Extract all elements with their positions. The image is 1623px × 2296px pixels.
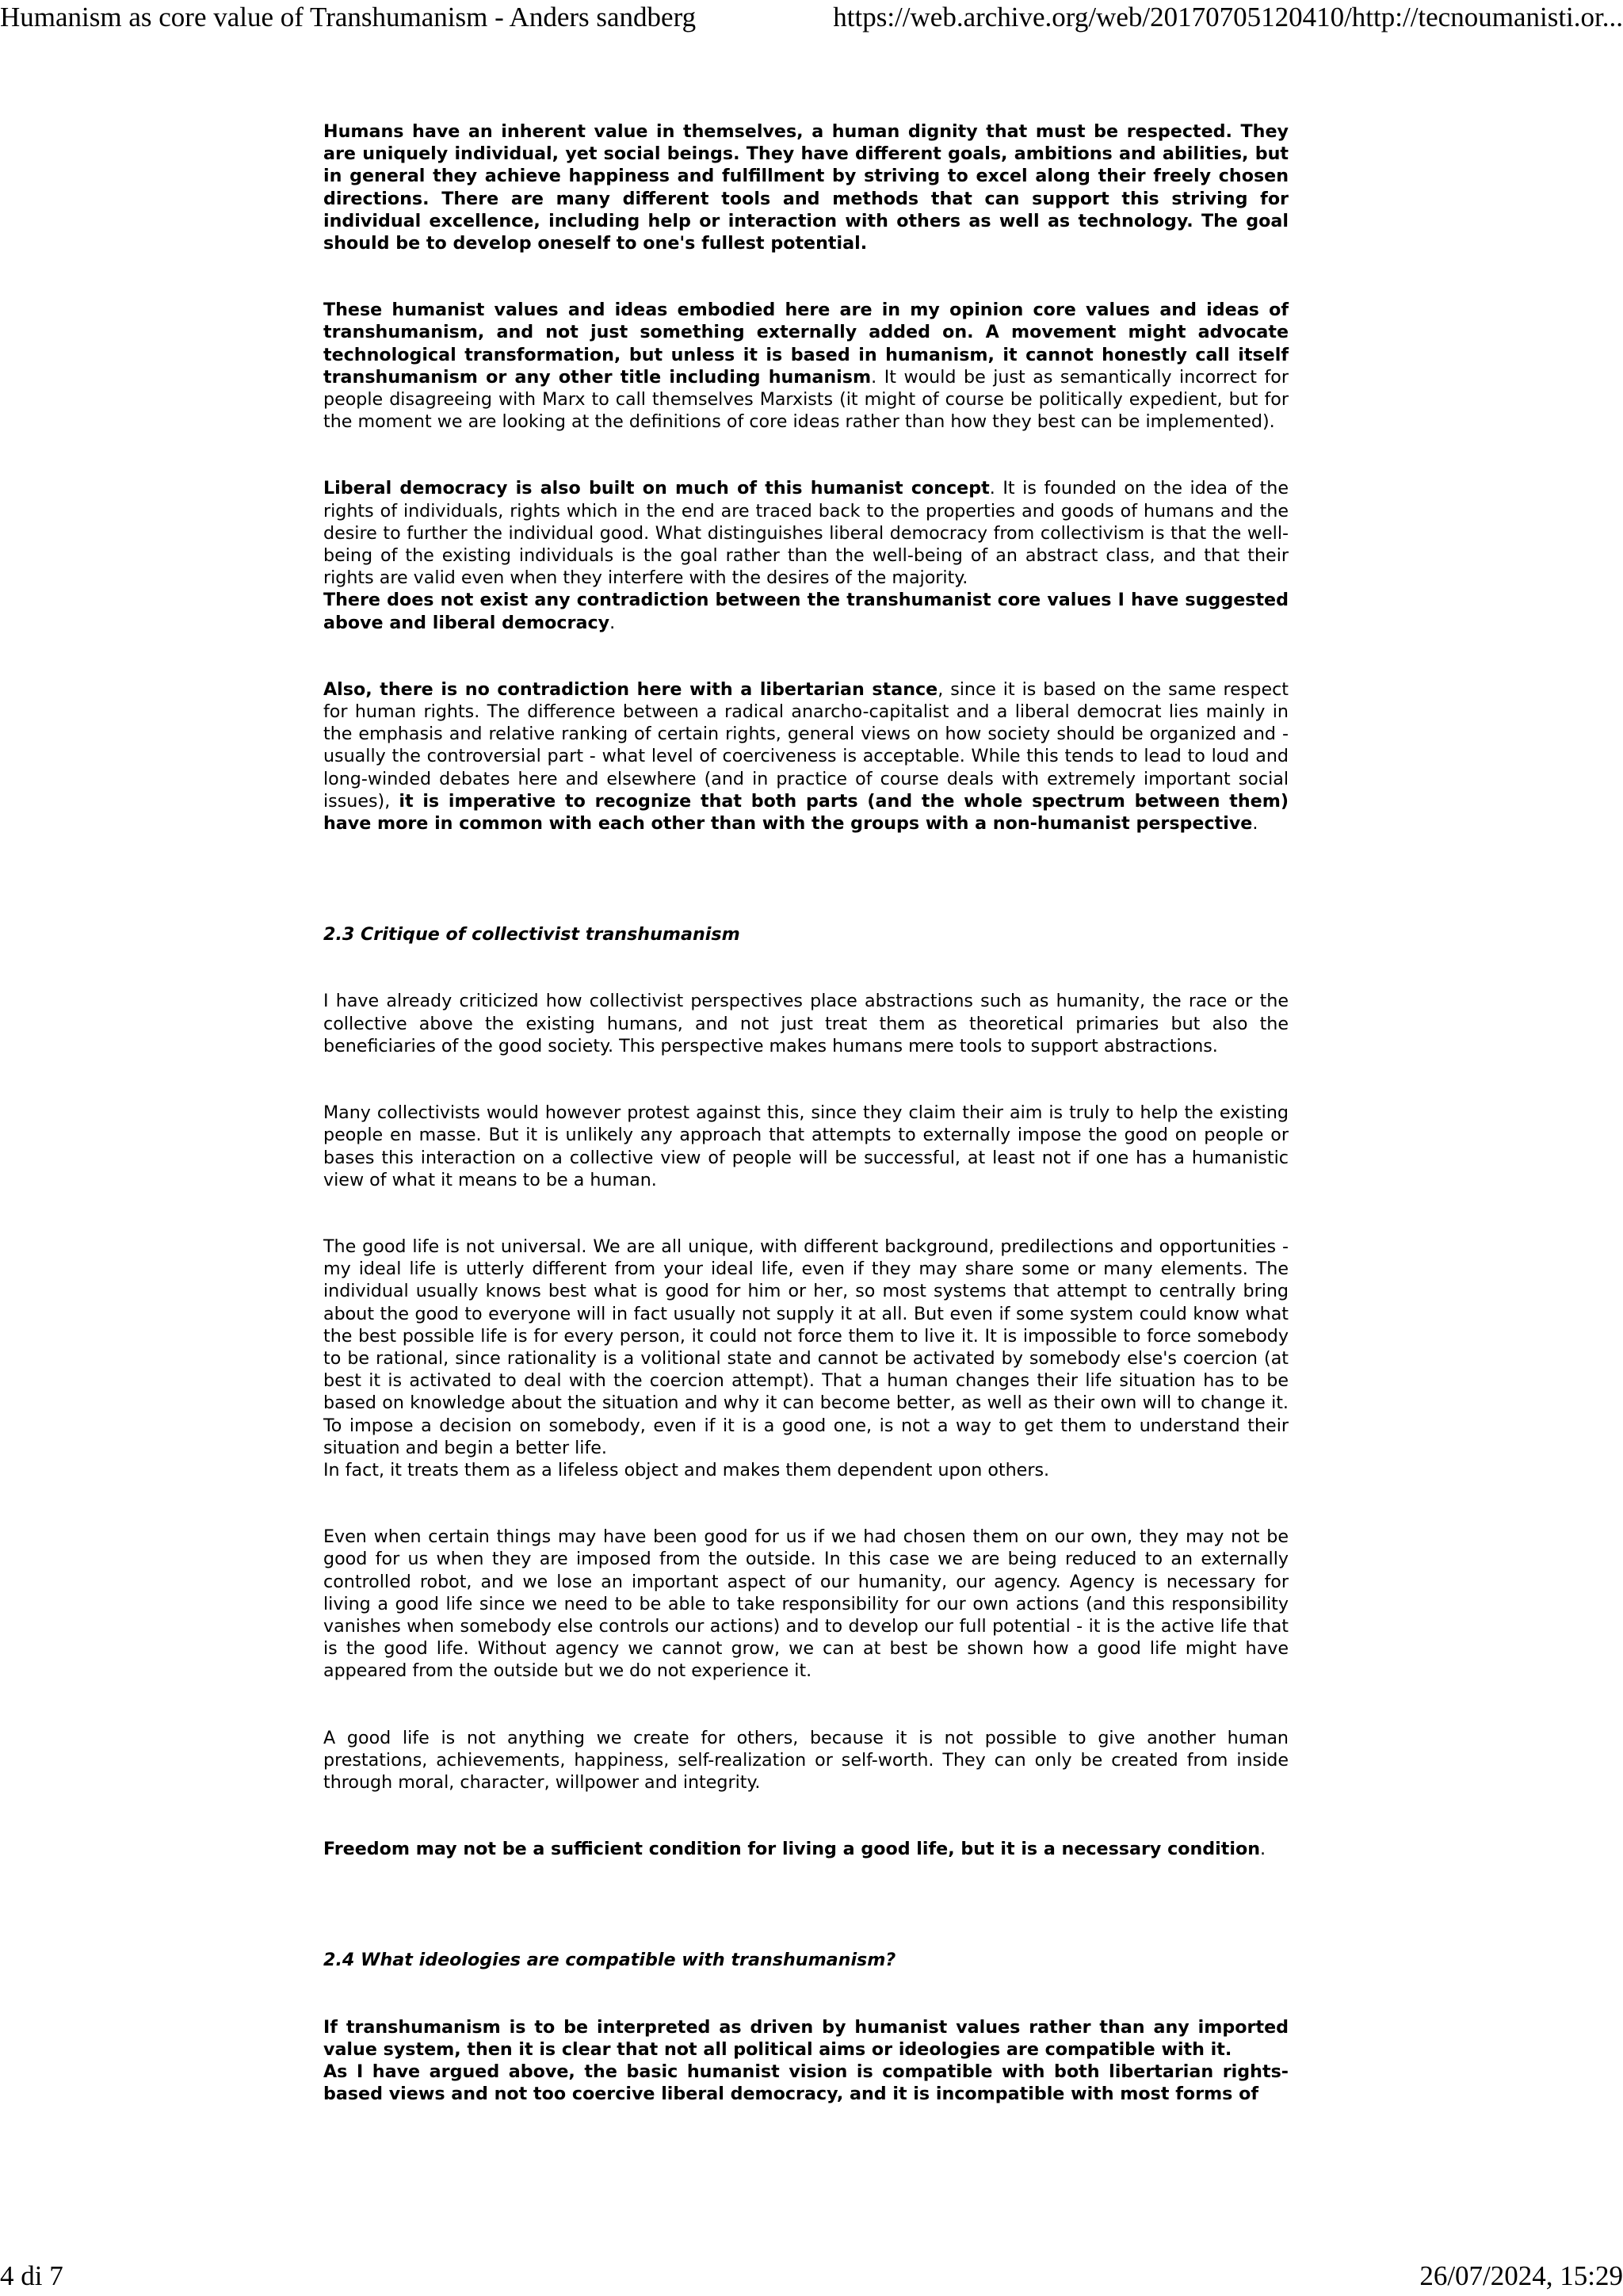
paragraph-good-life-inside: A good life is not anything we create for others, because it is not possible to give another human prestations, achievements, happiness, self-realization or self-worth. They can only be created from inside through moral, character, willpower and integrity. xyxy=(323,1727,1289,1793)
emphasis-text: Also, there is no contradiction here with a libertarian stance xyxy=(323,678,938,700)
paragraph-liberal-democracy xyxy=(323,477,1289,633)
paragraph-agency: Even when certain things may have been good for us if we had chosen them on our own, they may not be good for us when they are imposed from the outside. In this case we are being reduced to an externally controlled robot, and we lose an important aspect of our humanity, our agency. Agency is necessary for living a good life since we need to be able to take responsibility for our own actions (and this responsibility vanishes when somebody else controls our actions) and to develop our full potential - it is the active life that is the good life. Without agency we cannot grow, we can at best be shown how a good life might have appeared from the outside but we do not experience it. xyxy=(323,1526,1289,1682)
emphasis-text: Liberal democracy is also built on much of this humanist concept xyxy=(323,478,990,499)
paragraph-good-life-not-universal xyxy=(323,1236,1289,1481)
paragraph-core-values xyxy=(323,299,1289,433)
body-text: . xyxy=(1252,813,1258,835)
emphasis-text: If transhumanism is to be interpreted as driven by humanist values rather than any imported value system, then it is clear that not all political aims or ideologies are compatible with it. xyxy=(323,2016,1289,2060)
body-text: , since it is based on the same respect for human rights. The difference between a radical anarcho-capitalist and a liberal democrat lies mainly in the emphasis and relative ranking of certain rights, general views on how society should be organized and - usually the controversial part - what level of coerciveness is acceptable. While this tends to lead to loud and long-winded debates here and elsewhere (and in practice of course deals with extremely important social issues), xyxy=(323,678,1289,812)
emphasis-text: As I have argued above, the basic humanist vision is compatible with both libertarian rights-based views and not too coercive liberal democracy, and it is incompatible with most forms of xyxy=(323,2061,1289,2105)
body-text: The good life is not universal. We are all unique, with different background, predilections and opportunities - my ideal life is utterly different from your ideal life, even if they may share some or many elements. The individual usually knows best what is good for him or her, so most systems that attempt to centrally bring about the good to everyone will in fact usually not supply it at all. But even if some system could know what the best possible life is for every person, it could not force them to live it. It is impossible to force somebody to be rational, since rationality is a volitional state and cannot be activated by somebody else's coercion (at best it is activated to deal with the coercion attempt). That a human changes their life situation has to be based on knowledge about the situation and why it can become better, as well as their own will to change it. To impose a decision on somebody, even if it is a good one, is not a way to get them to understand their situation and begin a better life. xyxy=(323,1236,1289,1458)
body-text: . It would be just as semantically incorrect for people disagreeing with Marx to call themselves Marxists (it might of course be politically expedient, but for the moment we are looking at the definitions of core ideas rather than how they best can be implemented). xyxy=(323,366,1289,433)
paragraph-compatible-ideologies xyxy=(323,2016,1289,2106)
page-number: 4 di 7 xyxy=(0,2260,63,2291)
emphasis-text: Freedom may not be a sufficient condition for living a good life, but it is a necessary condition xyxy=(323,1839,1261,1860)
paragraph-libertarian-stance xyxy=(323,678,1289,835)
browser-print-title: Humanism as core value of Transhumanism - Anders sandberg xyxy=(0,2,697,32)
emphasis-text: There does not exist any contradiction between the transhumanist core values I have suggested above and liberal democracy xyxy=(323,590,1289,633)
emphasis-text: it is imperative to recognize that both parts (and the whole spectrum between them) have more in common with each other than with the groups with a non-humanist perspective xyxy=(323,790,1289,835)
print-datetime: 26/07/2024, 15:29 xyxy=(1419,2260,1623,2291)
paragraph-human-dignity: Humans have an inherent value in themselves, a human dignity that must be respected. They are uniquely individual, yet social beings. They have different goals, ambitions and abilities, but in general they achieve happiness and fulfillment by striving to excel along their freely chosen directions. There are many different tools and methods that can support this striving for individual excellence, including help or interaction with others as well as technology. The goal should be to develop oneself to one's fullest potential. xyxy=(323,121,1289,254)
body-text: In fact, it treats them as a lifeless object and makes them dependent upon others. xyxy=(323,1459,1050,1480)
body-text: . It is founded on the idea of the rights of individuals, rights which in the end are traced back to the properties and goods of humans and the desire to further the individual good. What distinguishes liberal democracy from collectivism is that the well-being of the existing individuals is the goal rather than the well-being of an abstract class, and that their rights are valid even when they interfere with the desires of the majority. xyxy=(323,478,1289,589)
paragraph-collectivist-protest: Many collectivists would however protest against this, since they claim their aim is truly to help the existing people en masse. But it is unlikely any approach that attempts to externally impose the good on people or bases this interaction on a collective view of people will be successful, at least not if one has a humanistic view of what it means to be a human. xyxy=(323,1102,1289,1190)
body-text: . xyxy=(1260,1839,1266,1860)
section-heading-2-3: 2.3 Critique of collectivist transhumanism xyxy=(323,924,740,946)
emphasis-text: These humanist values and ideas embodied here are in my opinion core values and ideas of transhumanism, and not just something externally added on. A movement might advocate technological transformation, but unless it is based in humanism, it cannot honestly call itself transhumanism or any other title including humanism xyxy=(323,300,1289,388)
browser-print-url: https://web.archive.org/web/20170705120410/http://tecnoumanisti.or... xyxy=(833,2,1623,32)
paragraph-freedom xyxy=(323,1838,1289,1860)
section-heading-2-4: 2.4 What ideologies are compatible with transhumanism? xyxy=(323,1950,896,1971)
body-text: . xyxy=(609,612,616,633)
article-body xyxy=(323,120,1289,2105)
paragraph-collectivist-abstractions: I have already criticized how collectivist perspectives place abstractions such as humanity, the race or the collective above the existing humans, and not just treat them as theoretical primaries but also the beneficiaries of the good society. This perspective makes humans mere tools to support abstractions. xyxy=(323,991,1289,1056)
